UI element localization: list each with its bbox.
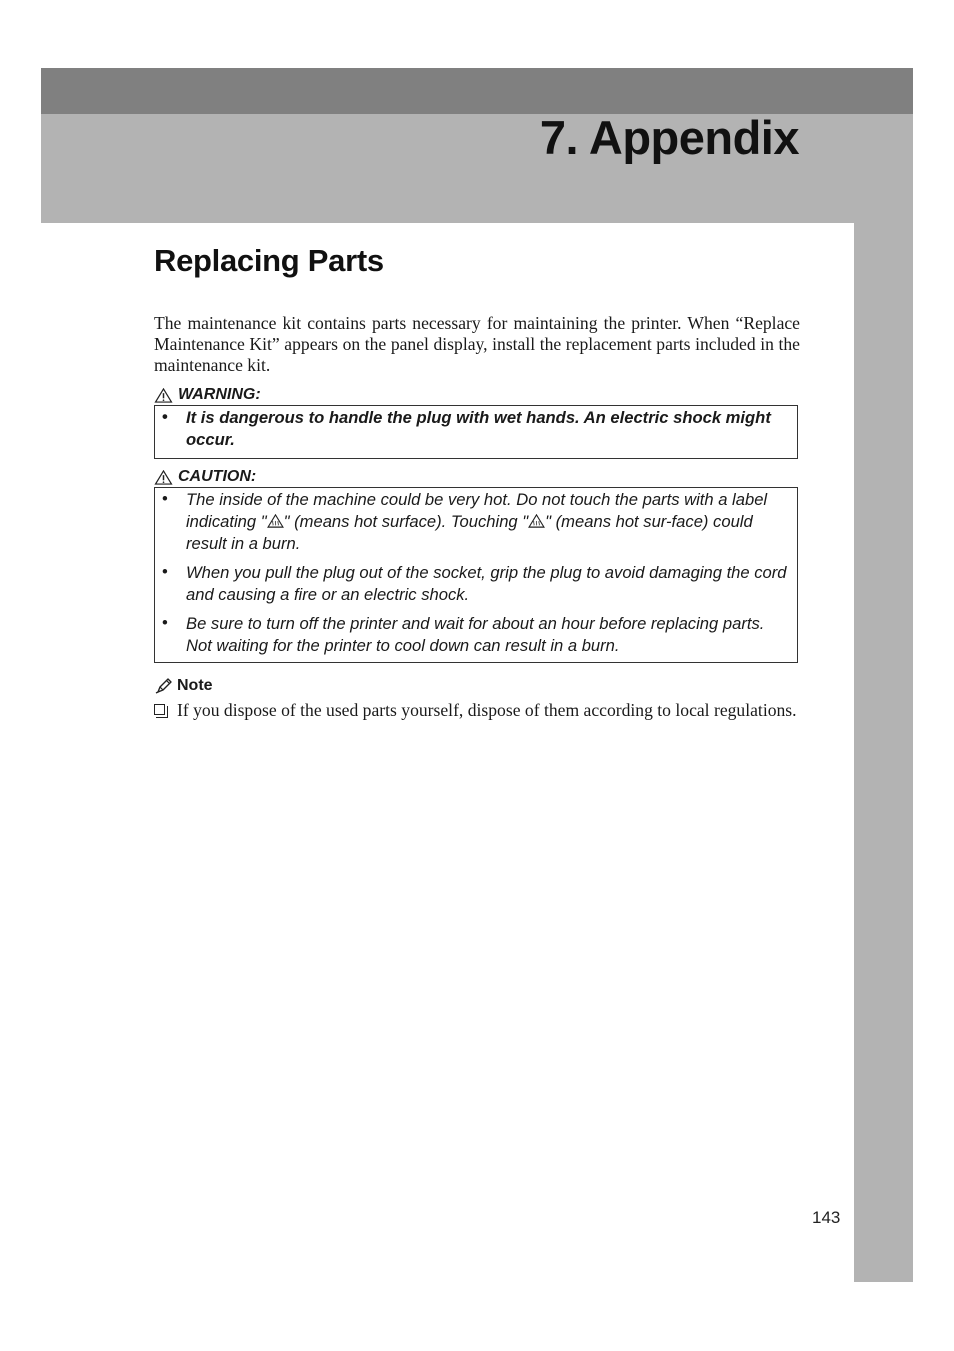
caution-heading — [154, 468, 256, 486]
caution-item-text: " (means hot surface). Touching " — [283, 512, 529, 531]
pencil-icon — [154, 676, 174, 696]
bullet: • — [162, 613, 168, 632]
hot-surface-icon — [267, 514, 284, 528]
caution-box — [154, 487, 798, 663]
warning-box — [154, 405, 798, 459]
caution-item — [155, 488, 797, 555]
caution-item — [155, 561, 797, 606]
bullet: • — [162, 489, 168, 508]
warning-triangle-icon — [154, 470, 173, 485]
bullet: • — [162, 562, 168, 581]
warning-item-text: It is dangerous to handle the plug with wet hands. An electric shock might occur. — [186, 408, 771, 449]
chapter-header-band-dark — [41, 68, 913, 114]
page-number: 143 — [812, 1208, 841, 1227]
warning-item — [155, 406, 797, 451]
hot-surface-icon — [528, 514, 545, 528]
warning-label: WARNING: — [178, 386, 261, 403]
warning-heading — [154, 386, 261, 404]
caution-item-text: The inside of the machine could be very hot. Do not touch the parts with a label indicating " — [186, 490, 768, 531]
caution-item-text: When you pull the plug out of the socket, grip the plug to avoid damaging the cord and causing a fire or an electric shock. — [186, 563, 787, 604]
caution-item — [155, 612, 797, 657]
caution-item-text: Be sure to turn off the printer and wait for about an hour before replacing parts. Not waiting for the printer to cool down can result in a burn. — [186, 614, 765, 655]
note-item — [154, 700, 800, 721]
caution-label: CAUTION: — [178, 468, 257, 485]
section-title: Replacing Parts — [154, 243, 384, 278]
checkbox-icon — [154, 704, 165, 715]
chapter-side-tab — [854, 223, 913, 1282]
note-item-text: If you dispose of the used parts yourself, dispose of them according to local regulations. — [177, 700, 797, 720]
chapter-title: 7. Appendix — [539, 111, 799, 164]
bullet: • — [162, 407, 168, 426]
note-heading — [154, 676, 213, 696]
warning-triangle-icon — [154, 388, 173, 403]
note-label: Note — [177, 677, 213, 694]
intro-paragraph: The maintenance kit contains parts necessary for maintaining the printer. When “Replace Maintenance Kit” appears on the panel display, install the replacement parts included in the maintenance kit. — [154, 313, 800, 375]
caution-item-text: " (means hot sur-face) could result in a burn. — [186, 512, 753, 553]
